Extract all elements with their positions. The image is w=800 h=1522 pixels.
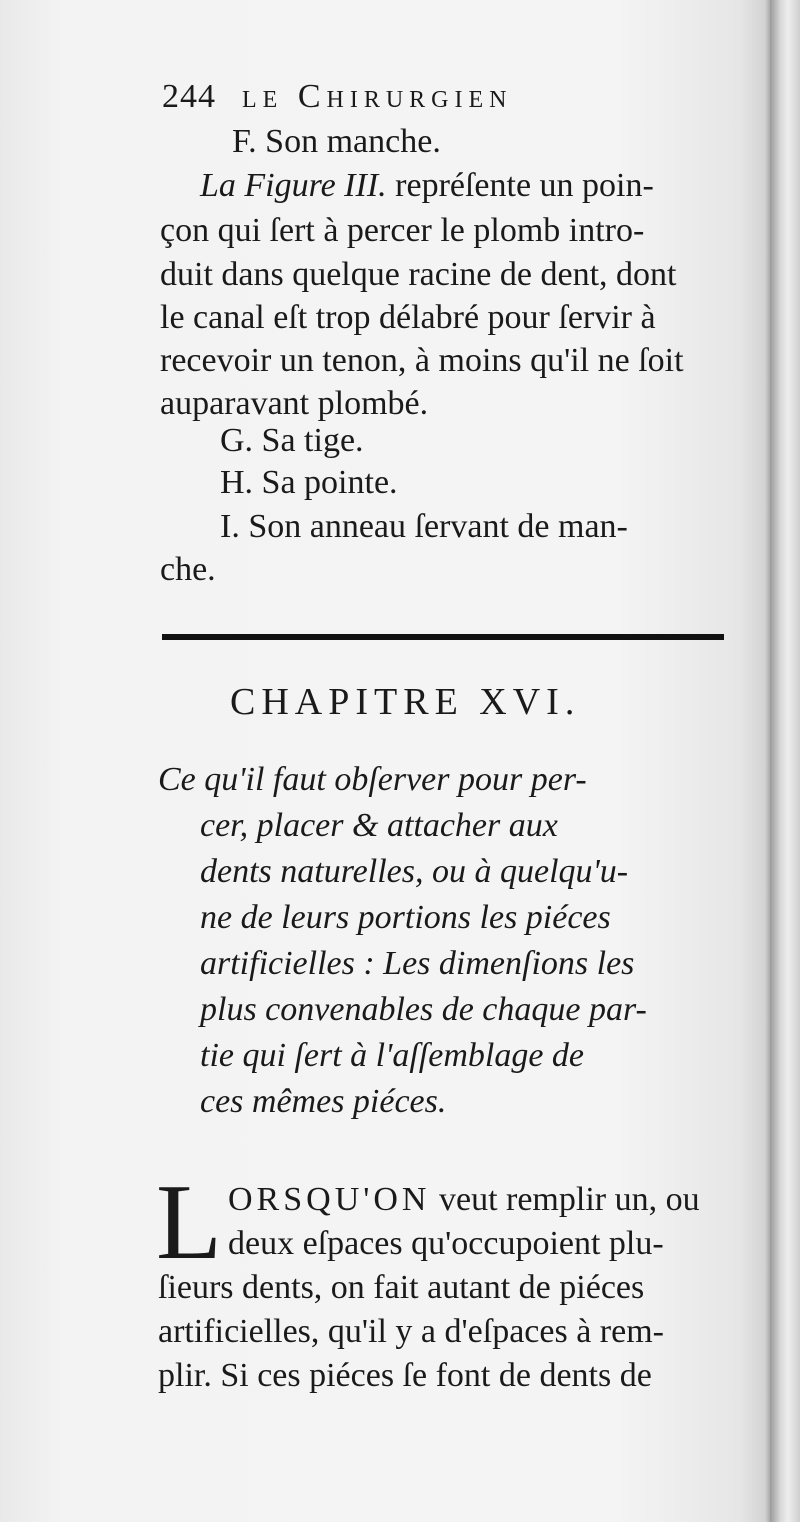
line-rest: veut remplir un, ou	[438, 1181, 700, 1218]
text-line: ſieurs dents, on fait autant de piéces	[158, 1269, 645, 1306]
running-header	[162, 78, 513, 116]
text-line: duit dans quelque racine de dent, dont	[160, 256, 677, 293]
legend-item: H. Sa pointe.	[220, 464, 398, 501]
text-line: auparavant plombé.	[160, 385, 429, 422]
lead-smallcaps: ORSQU'ON	[228, 1181, 431, 1218]
text-line: deux eſpaces qu'occupoient plu-	[228, 1225, 664, 1262]
text-line: artificielles, qu'il y a d'eſpaces à rem-	[158, 1313, 664, 1350]
text-line: F. Son manche.	[232, 123, 441, 160]
summary-line: artificielles : Les dimenſions les	[200, 945, 635, 982]
page-edge	[770, 0, 800, 1522]
summary-line: ne de leurs portions les piéces	[200, 899, 611, 936]
text-line: le canal eſt trop délabré pour ſervir à	[160, 299, 656, 336]
summary-line: Ce qu'il faut obſerver pour per-	[158, 761, 587, 798]
text-line: recevoir un tenon, à moins qu'il ne ſoit	[160, 342, 684, 379]
chapter-title: CHAPITRE XVI.	[230, 681, 581, 723]
summary-line: cer, placer & attacher aux	[200, 807, 558, 844]
section-divider	[162, 634, 724, 640]
summary-line: dents naturelles, ou à quelqu'u-	[200, 853, 629, 890]
text-line: çon qui ſert à percer le plomb intro-	[160, 212, 645, 249]
text-line: plir. Si ces piéces ſe font de dents de	[158, 1357, 652, 1394]
legend-item: I. Son anneau ſervant de man-	[220, 508, 628, 545]
summary-line: tie qui ſert à l'aſſemblage de	[200, 1037, 585, 1074]
summary-line: ces mêmes piéces.	[200, 1083, 447, 1120]
summary-line: plus convenables de chaque par-	[200, 991, 647, 1028]
text-line: che.	[160, 551, 216, 588]
drop-cap: L	[156, 1163, 222, 1282]
page-number: 244	[162, 78, 216, 115]
legend-item: G. Sa tige.	[220, 422, 364, 459]
running-title: le Chirurgien	[242, 78, 513, 115]
text-line: La Figure III. repréſente un poin-	[200, 167, 654, 204]
text-line	[228, 1180, 700, 1220]
